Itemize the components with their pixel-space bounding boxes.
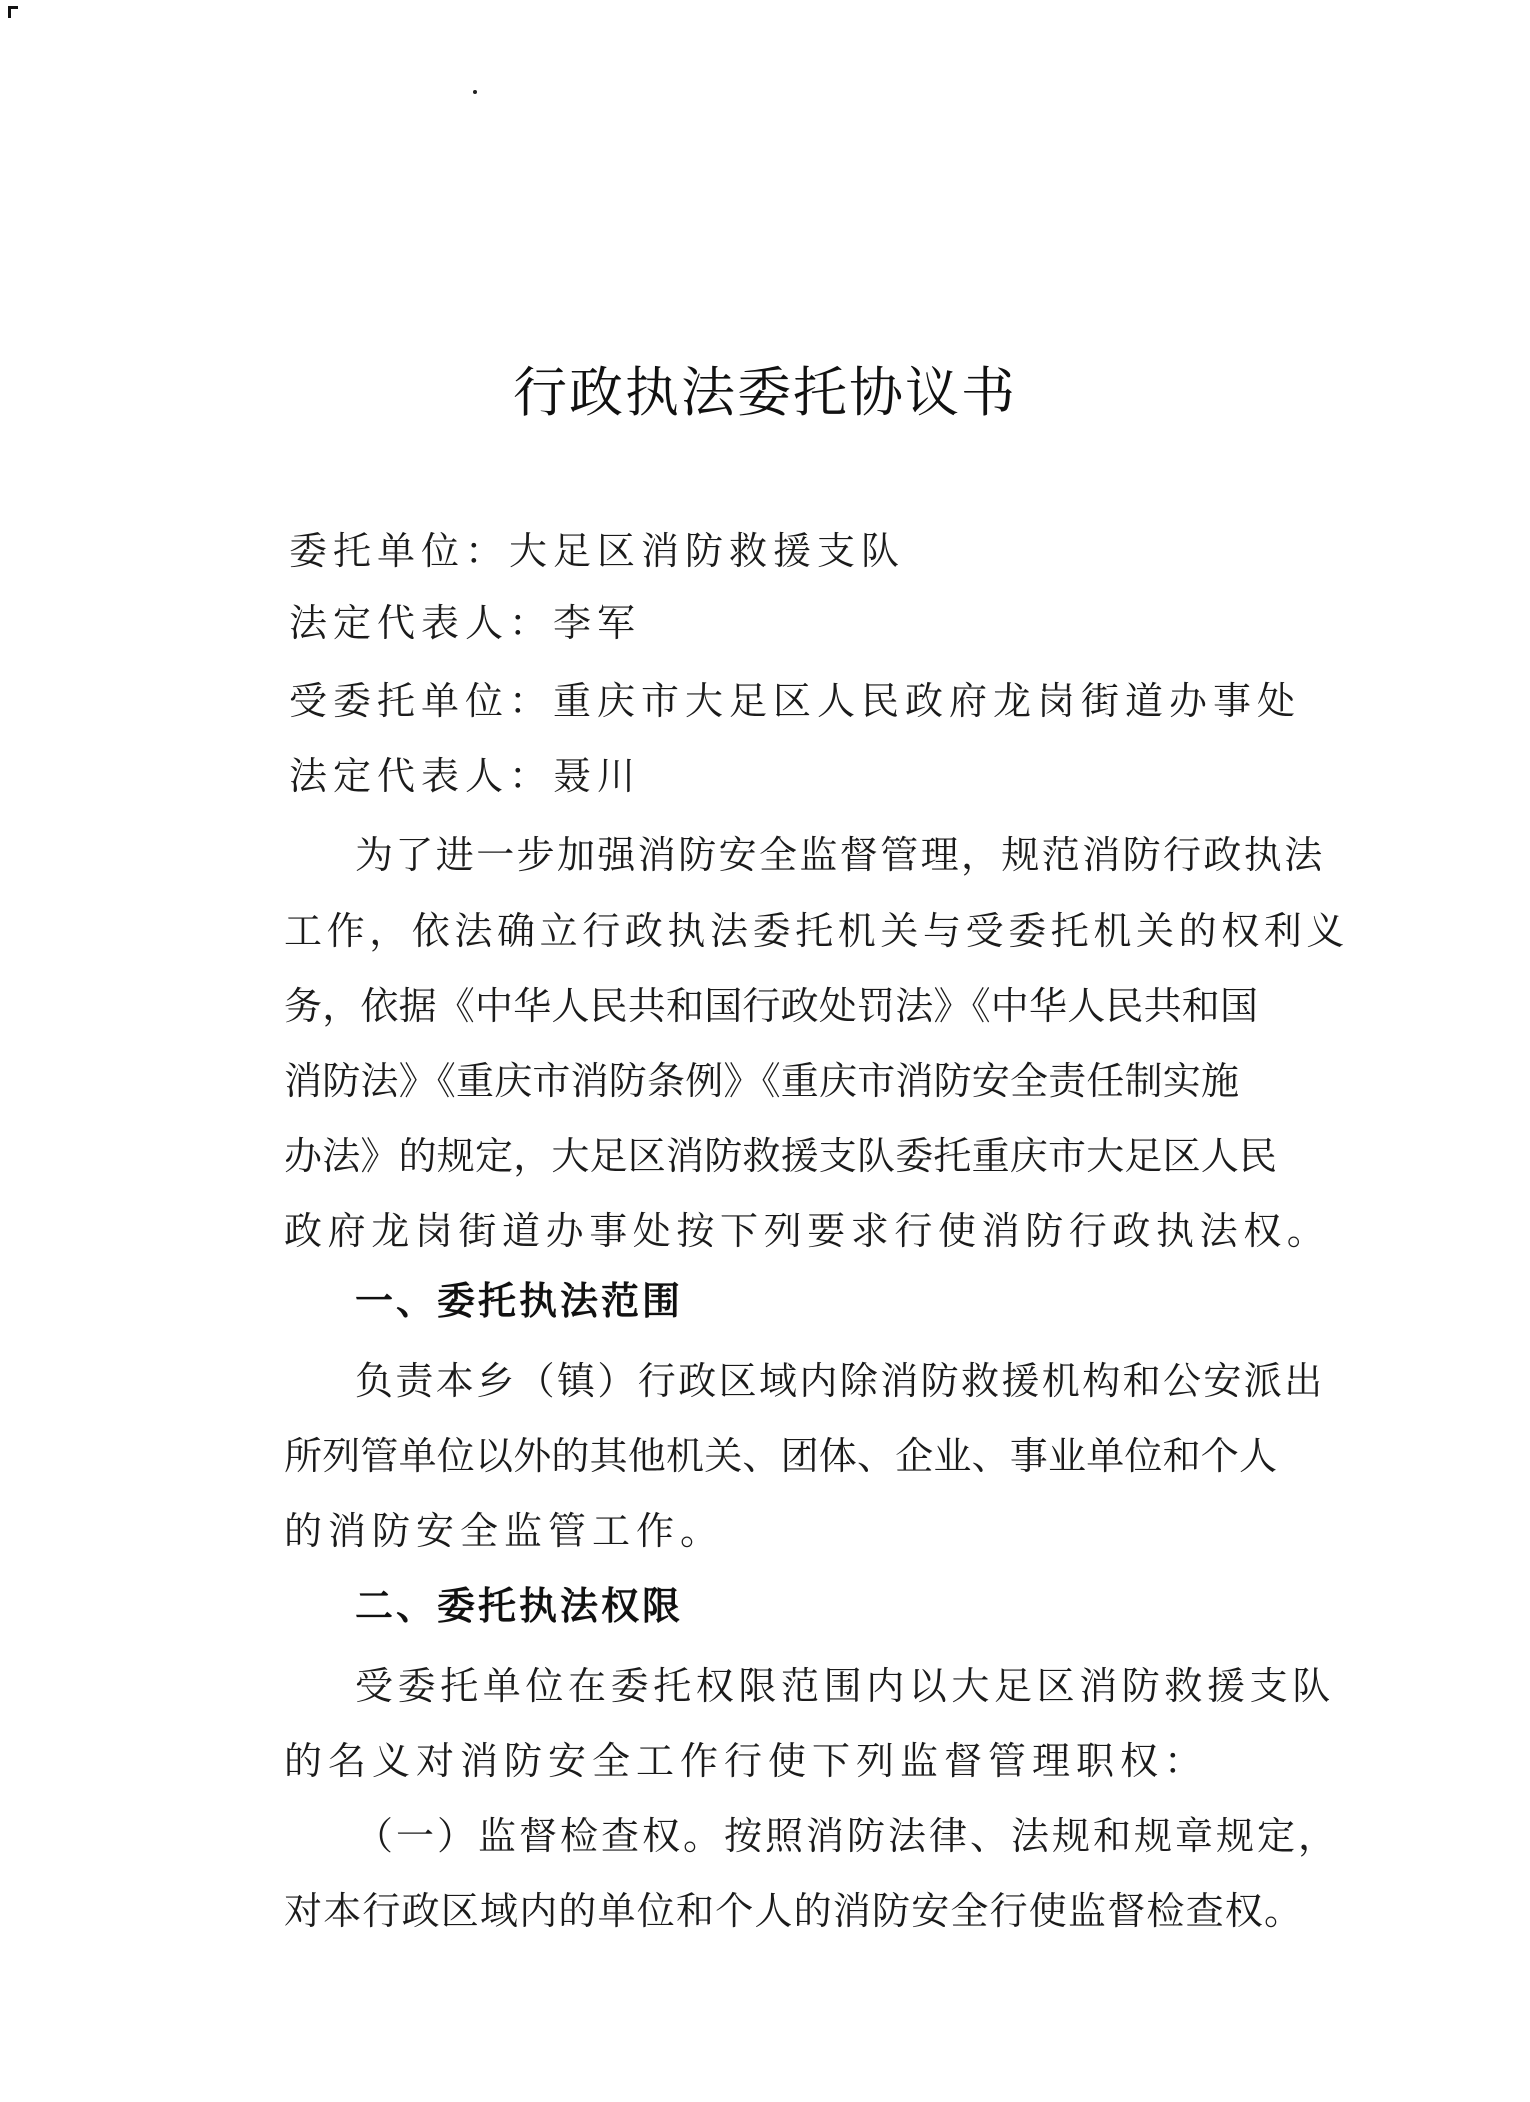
section-2-line-1: 受委托单位在委托权限范围内以大足区消防救援支队 <box>355 1664 1335 1708</box>
party-legal-rep-2: 法定代表人：聂川 <box>289 754 642 798</box>
section-1-line-2: 所列管单位以外的其他机关、团体、企业、事业单位和个人 <box>284 1434 1278 1478</box>
preamble-line-3: 务，依据《中华人民共和国行政处罚法》《中华人民共和国 <box>284 984 1259 1028</box>
scan-speck <box>473 90 477 94</box>
section-2-heading: 二、委托执法权限 <box>355 1584 684 1628</box>
section-2-line-3: （一）监督检查权。按照消防法律、法规和规章规定， <box>355 1814 1340 1858</box>
section-2-line-4: 对本行政区域内的单位和个人的消防安全行使监督检查权。 <box>284 1889 1304 1933</box>
preamble-line-2: 工作，依法确立行政执法委托机关与受委托机关的权利义 <box>284 909 1350 953</box>
party-legal-rep-1: 法定代表人：李军 <box>289 601 642 645</box>
section-2-line-2: 的名义对消防安全工作行使下列监督管理职权： <box>284 1739 1209 1783</box>
document-title: 行政执法委托协议书 <box>513 361 1017 424</box>
preamble-line-6: 政府龙岗街道办事处按下列要求行使消防行政执法权。 <box>284 1209 1331 1253</box>
preamble-line-4: 消防法》《重庆市消防条例》《重庆市消防安全责任制实施 <box>284 1059 1240 1103</box>
section-1-line-3: 的消防安全监管工作。 <box>284 1509 725 1553</box>
scan-corner-mark <box>8 6 18 18</box>
preamble-line-5: 办法》的规定，大足区消防救援支队委托重庆市大足区人民 <box>284 1134 1278 1178</box>
section-1-line-1: 负责本乡（镇）行政区域内除消防救援机构和公安派出 <box>355 1359 1325 1403</box>
preamble-line-1: 为了进一步加强消防安全监督管理，规范消防行政执法 <box>355 833 1325 877</box>
section-1-heading: 一、委托执法范围 <box>355 1279 684 1323</box>
party-entrusted-unit: 受委托单位：重庆市大足区人民政府龙岗街道办事处 <box>289 679 1302 723</box>
party-entrusting-unit: 委托单位：大足区消防救援支队 <box>289 529 906 573</box>
